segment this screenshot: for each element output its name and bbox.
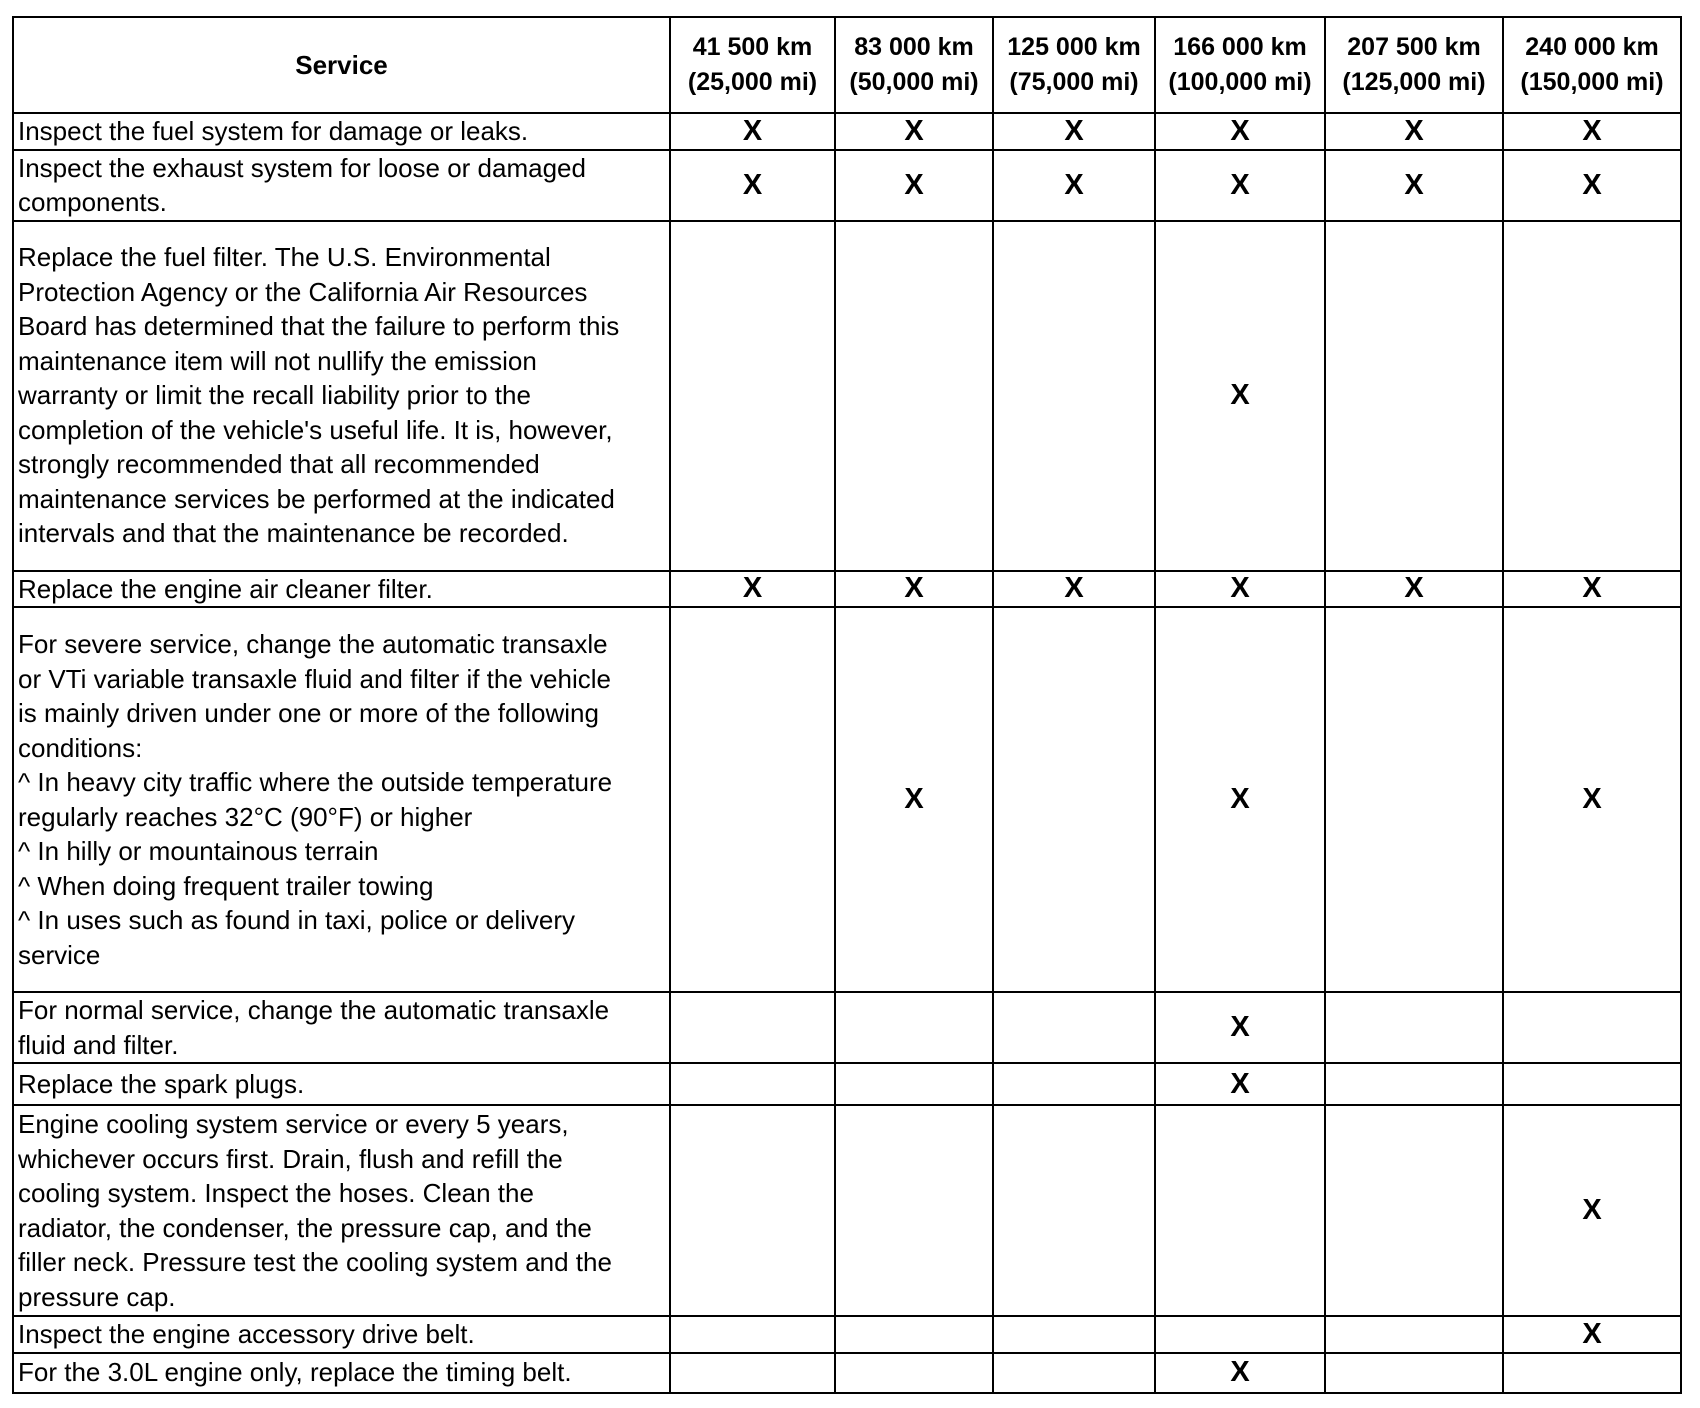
interval-mark: X xyxy=(993,113,1155,150)
interval-mark xyxy=(1325,221,1503,571)
description-line: For the 3.0L engine only, replace the timing belt. xyxy=(18,1357,572,1388)
interval-mark xyxy=(1503,221,1681,571)
interval-mark xyxy=(670,992,835,1063)
table-row xyxy=(13,607,1681,992)
description-line: Inspect the fuel system for damage or leaks. xyxy=(18,116,529,146)
description-line: Replace the engine air cleaner filter. xyxy=(18,573,433,604)
interval-mark: X xyxy=(1155,221,1325,571)
description-line: For normal service, change the automatic transaxle xyxy=(18,995,610,1025)
interval-mark: X xyxy=(1325,113,1503,150)
interval-mark xyxy=(670,1063,835,1105)
interval-mark: X xyxy=(1325,571,1503,608)
interval-mark xyxy=(670,1353,835,1393)
interval-mark xyxy=(1325,607,1503,992)
interval-mark: X xyxy=(1155,113,1325,150)
service-description xyxy=(13,1316,670,1353)
interval-mark: X xyxy=(1503,1105,1681,1316)
interval-header-3 xyxy=(993,17,1155,113)
table-body xyxy=(13,113,1681,1393)
interval-mark: X xyxy=(1155,1063,1325,1105)
interval-mark: X xyxy=(835,571,993,608)
description-line: conditions: xyxy=(18,732,143,763)
service-description xyxy=(13,150,670,221)
service-description xyxy=(13,221,670,571)
description-line: Protection Agency or the California Air Resources xyxy=(18,276,588,307)
interval-mark: X xyxy=(670,571,835,608)
interval-mark xyxy=(993,221,1155,571)
interval-mark: X xyxy=(1155,150,1325,221)
description-line: filler neck. Pressure test the cooling system and the xyxy=(18,1247,612,1277)
interval-mi: (125,000 mi) xyxy=(1342,68,1486,96)
description-line: strongly recommended that all recommended xyxy=(18,449,540,480)
interval-header-5 xyxy=(1325,17,1503,113)
interval-mark: X xyxy=(1503,150,1681,221)
interval-mark xyxy=(1155,1316,1325,1353)
description-line: Inspect the engine accessory drive belt. xyxy=(18,1319,475,1349)
description-line: ^ In heavy city traffic where the outside temperature xyxy=(18,767,613,797)
interval-mark xyxy=(835,1063,993,1105)
interval-mark xyxy=(1325,1105,1503,1316)
table-row xyxy=(13,1316,1681,1353)
description-line: completion of the vehicle's useful life. It is, however, xyxy=(18,414,613,445)
description-line: warranty or limit the recall liability prior to the xyxy=(18,380,531,411)
description-line: maintenance item will not nullify the emission xyxy=(18,345,537,376)
interval-mark: X xyxy=(1155,607,1325,992)
interval-mark xyxy=(1325,1316,1503,1353)
interval-mi: (50,000 mi) xyxy=(849,68,979,96)
interval-mark xyxy=(993,992,1155,1063)
interval-km: 83 000 km xyxy=(854,33,974,61)
table-row xyxy=(13,150,1681,221)
interval-mark: X xyxy=(993,150,1155,221)
interval-header-1 xyxy=(670,17,835,113)
interval-mark xyxy=(670,1105,835,1316)
interval-mark xyxy=(1155,1105,1325,1316)
interval-km: 166 000 km xyxy=(1173,33,1307,61)
description-line: For severe service, change the automatic transaxle xyxy=(18,629,608,659)
interval-mark: X xyxy=(1503,113,1681,150)
table-row xyxy=(13,221,1681,571)
description-line: or VTi variable transaxle fluid and filter if the vehicle xyxy=(18,663,611,694)
interval-mark xyxy=(835,221,993,571)
interval-mark xyxy=(993,1105,1155,1316)
description-line: cooling system. Inspect the hoses. Clean the xyxy=(18,1178,534,1208)
interval-mi: (25,000 mi) xyxy=(687,68,818,96)
table-row xyxy=(13,571,1681,608)
description-line: radiator, the condenser, the pressure cap, and the xyxy=(18,1212,592,1243)
interval-mark: X xyxy=(835,150,993,221)
table-row xyxy=(13,1105,1681,1316)
interval-mark xyxy=(670,221,835,571)
interval-mi: (75,000 mi) xyxy=(1009,68,1139,96)
interval-mark: X xyxy=(670,150,835,221)
description-line: Inspect the exhaust system for loose or damaged xyxy=(18,152,586,183)
interval-mark xyxy=(835,1316,993,1353)
table-row xyxy=(13,113,1681,150)
interval-km: 240 000 km xyxy=(1525,33,1659,61)
interval-km: 41 500 km xyxy=(692,33,813,61)
interval-mark xyxy=(670,1316,835,1353)
table-row xyxy=(13,1063,1681,1105)
interval-mark xyxy=(1503,992,1681,1063)
service-description xyxy=(13,1353,670,1393)
interval-mark: X xyxy=(1155,992,1325,1063)
interval-mark xyxy=(1503,1353,1681,1393)
interval-mark xyxy=(835,1105,993,1316)
interval-mark xyxy=(993,1353,1155,1393)
interval-mark xyxy=(835,992,993,1063)
header-row xyxy=(13,17,1681,113)
description-line: Board has determined that the failure to perform this xyxy=(18,311,620,342)
interval-mark xyxy=(993,1063,1155,1105)
interval-mark xyxy=(835,1353,993,1393)
service-description xyxy=(13,571,670,608)
interval-km: 207 500 km xyxy=(1347,33,1481,61)
description-line: pressure cap. xyxy=(18,1281,176,1312)
description-line: Engine cooling system service or every 5 years, xyxy=(18,1109,569,1139)
interval-mark: X xyxy=(1503,571,1681,608)
interval-mark: X xyxy=(835,607,993,992)
description-line: ^ When doing frequent trailer towing xyxy=(18,870,434,901)
interval-mark: X xyxy=(1155,571,1325,608)
description-line: is mainly driven under one or more of the following xyxy=(18,698,599,728)
interval-mark: X xyxy=(835,113,993,150)
service-description xyxy=(13,1105,670,1316)
service-description xyxy=(13,1063,670,1105)
interval-mark: X xyxy=(1325,150,1503,221)
interval-header-2 xyxy=(835,17,993,113)
interval-mark xyxy=(1325,1063,1503,1105)
maintenance-schedule-table xyxy=(12,16,1682,1394)
description-line: Replace the fuel filter. The U.S. Environmental xyxy=(18,242,551,273)
interval-mark: X xyxy=(1503,607,1681,992)
interval-mark xyxy=(670,607,835,992)
description-line: regularly reaches 32°C (90°F) or higher xyxy=(18,801,473,832)
description-line: service xyxy=(18,939,101,970)
description-line: whichever occurs first. Drain, flush and refill the xyxy=(18,1143,563,1174)
interval-mark xyxy=(993,1316,1155,1353)
interval-mark xyxy=(1325,992,1503,1063)
interval-mark: X xyxy=(1155,1353,1325,1393)
description-line: intervals and that the maintenance be recorded. xyxy=(18,518,569,549)
interval-mark xyxy=(1325,1353,1503,1393)
interval-header-6 xyxy=(1503,17,1681,113)
service-description xyxy=(13,607,670,992)
interval-mark xyxy=(993,607,1155,992)
service-column-header: Service xyxy=(13,17,670,113)
table-row xyxy=(13,1353,1681,1393)
description-line: Replace the spark plugs. xyxy=(18,1068,305,1099)
description-line: ^ In hilly or mountainous terrain xyxy=(18,836,379,866)
interval-mi: (100,000 mi) xyxy=(1168,68,1312,96)
interval-mark: X xyxy=(1503,1316,1681,1353)
description-line: fluid and filter. xyxy=(18,1029,179,1060)
table-row xyxy=(13,992,1681,1063)
description-line: components. xyxy=(18,187,167,217)
interval-mark: X xyxy=(993,571,1155,608)
interval-km: 125 000 km xyxy=(1007,33,1141,61)
description-line: ^ In uses such as found in taxi, police or delivery xyxy=(18,905,576,935)
interval-header-4 xyxy=(1155,17,1325,113)
service-description xyxy=(13,113,670,150)
interval-mi: (150,000 mi) xyxy=(1520,68,1664,96)
service-description xyxy=(13,992,670,1063)
description-line: maintenance services be performed at the indicated xyxy=(18,483,615,514)
interval-mark xyxy=(1503,1063,1681,1105)
interval-mark: X xyxy=(670,113,835,150)
